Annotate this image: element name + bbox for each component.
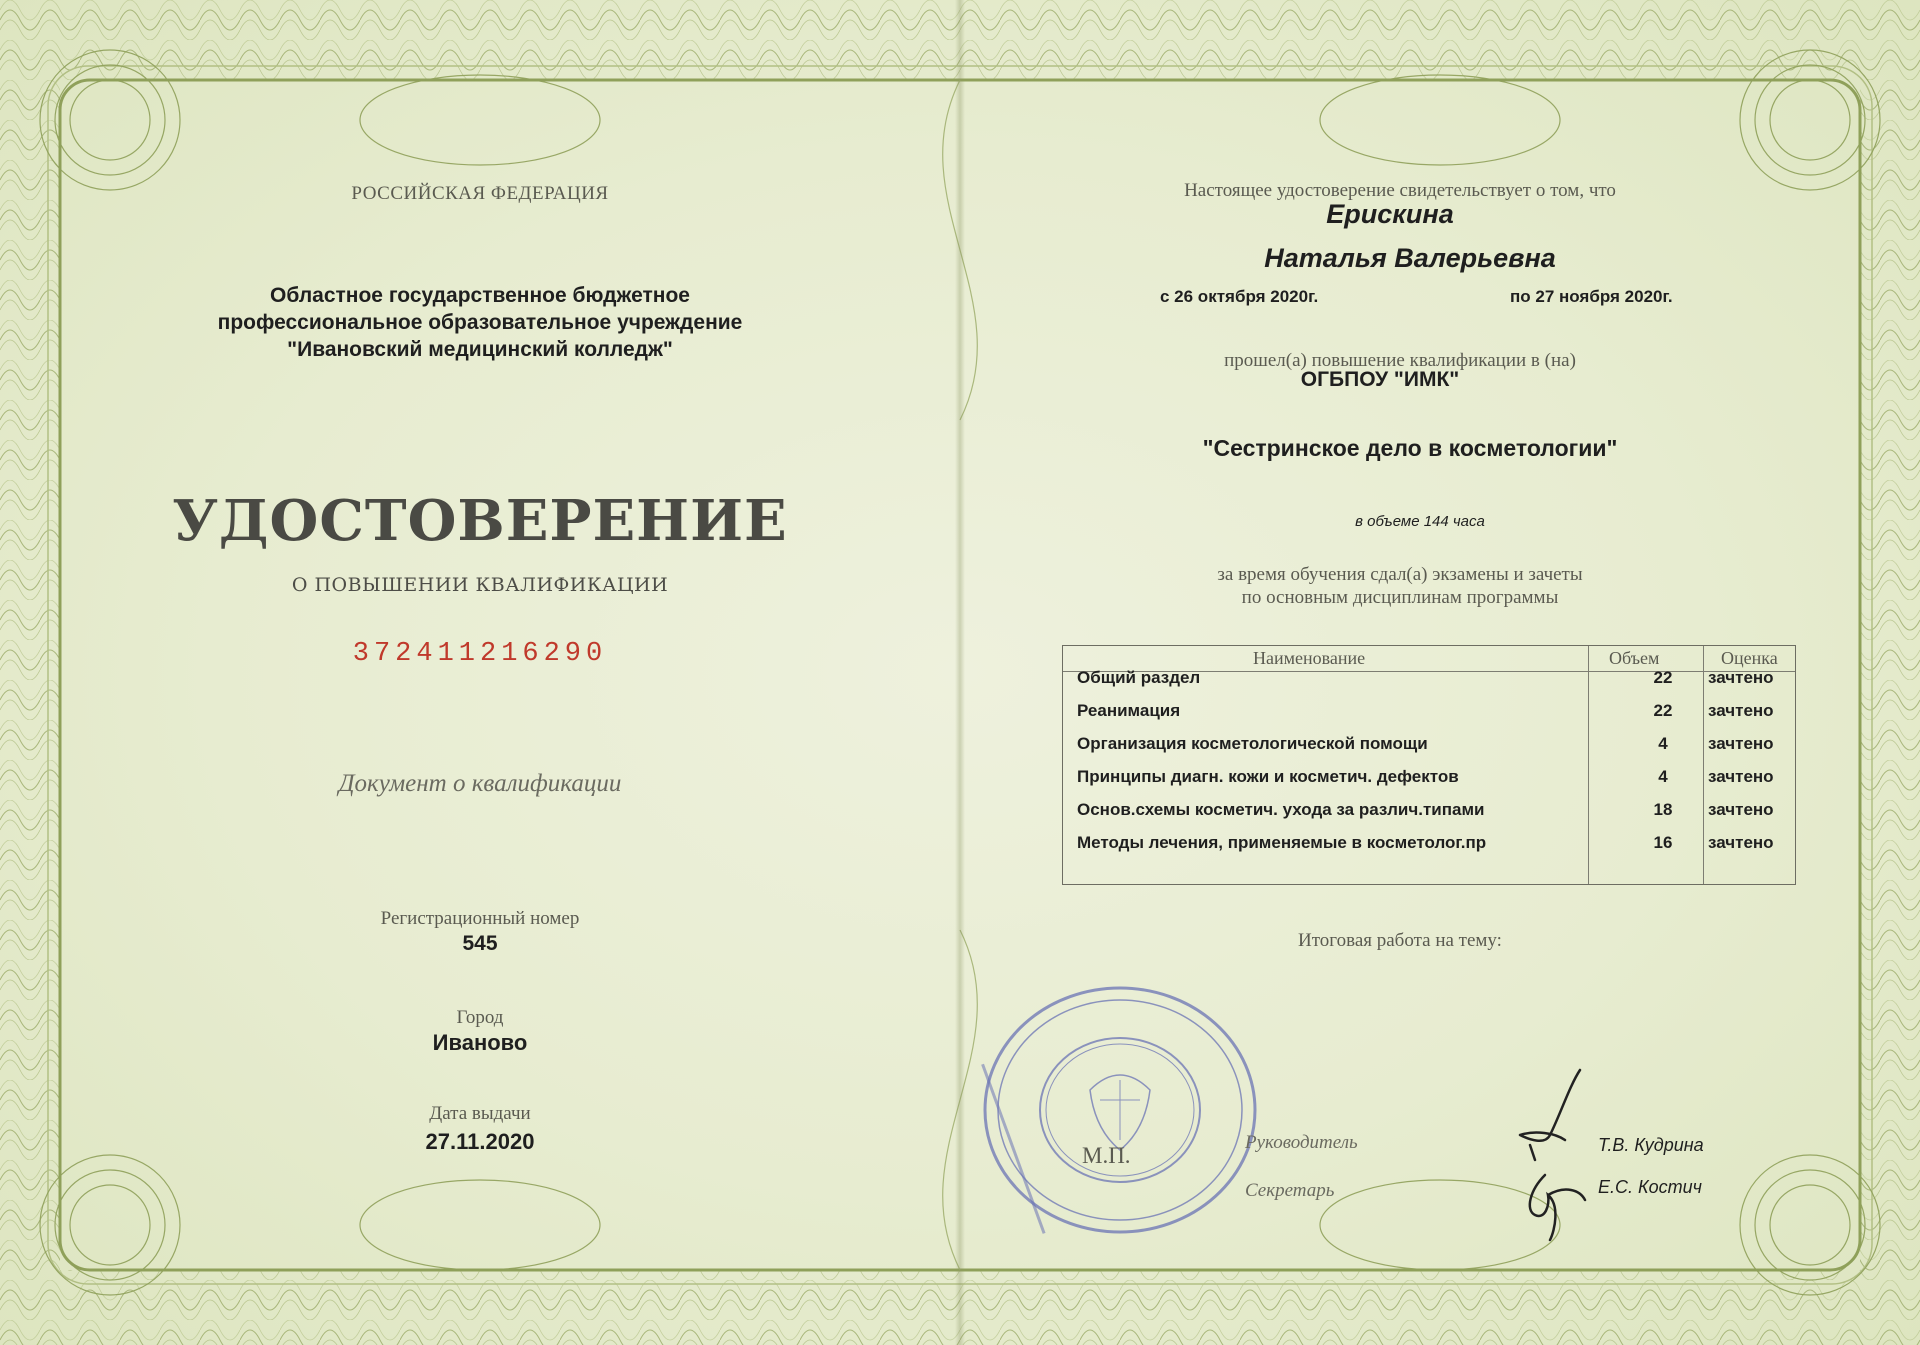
secretary-role-label: Секретарь (1245, 1180, 1335, 1201)
column-header-hours: Объем (1609, 648, 1660, 668)
holder-surname: Ерискина (1326, 199, 1454, 229)
exams-line: по основным дисциплинам программы (1241, 587, 1559, 608)
period-end: по 27 ноября 2020г. (1510, 287, 1673, 306)
official-seal-stamp (975, 980, 1265, 1240)
discipline-hours: 16 (1653, 833, 1673, 852)
discipline-name: Основ.схемы косметич. ухода за различ.типами (1077, 800, 1485, 819)
institution-name (200, 282, 760, 363)
registration-number: 545 (462, 932, 498, 955)
discipline-grade: зачтено (1708, 734, 1774, 753)
table-row (1063, 765, 1795, 798)
discipline-grade: зачтено (1708, 668, 1774, 687)
final-work-label: Итоговая работа на тему: (1298, 930, 1502, 951)
handwritten-signatures (1510, 1065, 1600, 1245)
certifies-text: Настоящее удостоверение свидетельствует о том, что (1184, 180, 1616, 201)
exams-text (1080, 563, 1720, 609)
head-name: Т.В. Кудрина (1598, 1135, 1704, 1155)
table-row (1063, 732, 1795, 765)
program-name: "Сестринское дело в косметологии" (1202, 435, 1618, 461)
institution-line: "Ивановский медицинский колледж" (287, 338, 673, 361)
country-header: РОССИЙСКАЯ ФЕДЕРАЦИЯ (351, 183, 609, 204)
stamp-place-label: М.П. (1082, 1143, 1131, 1168)
table-row (1063, 666, 1795, 699)
program-volume: в объеме 144 часа (1355, 513, 1485, 530)
institution-line: профессиональное образовательное учреждение (217, 311, 743, 334)
discipline-grade: зачтено (1708, 800, 1774, 819)
completed-text: прошел(а) повышение квалификации в (на) (1224, 350, 1576, 371)
document-number: 372411216290 (352, 639, 608, 669)
organization-name: ОГБПОУ "ИМК" (1300, 368, 1460, 391)
discipline-grade: зачтено (1708, 767, 1774, 786)
issue-date: 27.11.2020 (425, 1129, 535, 1154)
discipline-hours: 22 (1653, 668, 1673, 687)
discipline-name: Принципы диагн. кожи и косметич. дефектов (1077, 767, 1459, 786)
disciplines-table (1062, 645, 1796, 885)
discipline-name: Организация косметологической помощи (1077, 734, 1428, 753)
city-label: Город (456, 1007, 504, 1028)
document-title: УДОСТОВЕРЕНИЕ (172, 488, 788, 554)
institution-line: Областное государственное бюджетное (270, 284, 690, 307)
document-subtitle: О ПОВЫШЕНИИ КВАЛИФИКАЦИИ (291, 574, 669, 596)
registration-label: Регистрационный номер (380, 908, 580, 929)
holder-name-patronymic: Наталья Валерьевна (1264, 243, 1556, 273)
discipline-name: Реанимация (1077, 701, 1181, 720)
discipline-name: Общий раздел (1077, 668, 1201, 687)
secretary-name: Е.С. Костич (1598, 1177, 1702, 1197)
discipline-hours: 18 (1653, 800, 1673, 819)
table-row (1063, 798, 1795, 831)
discipline-hours: 22 (1653, 701, 1673, 720)
column-header-name: Наименование (1253, 648, 1366, 668)
exams-line: за время обучения сдал(а) экзамены и зачеты (1217, 564, 1583, 585)
discipline-hours: 4 (1658, 734, 1668, 753)
discipline-grade: зачтено (1708, 833, 1774, 852)
document-type: Документ о квалификации (338, 770, 622, 797)
column-header-grade: Оценка (1721, 648, 1778, 668)
table-row (1063, 699, 1795, 732)
discipline-name: Методы лечения, применяемые в косметолог.пр (1077, 833, 1487, 852)
discipline-grade: зачтено (1708, 701, 1774, 720)
city-value: Иваново (432, 1030, 528, 1055)
period-start: с 26 октября 2020г. (1160, 287, 1319, 306)
discipline-hours: 4 (1658, 767, 1668, 786)
head-role-label: Руководитель (1245, 1132, 1358, 1153)
table-row (1063, 831, 1795, 864)
issue-date-label: Дата выдачи (429, 1103, 531, 1124)
